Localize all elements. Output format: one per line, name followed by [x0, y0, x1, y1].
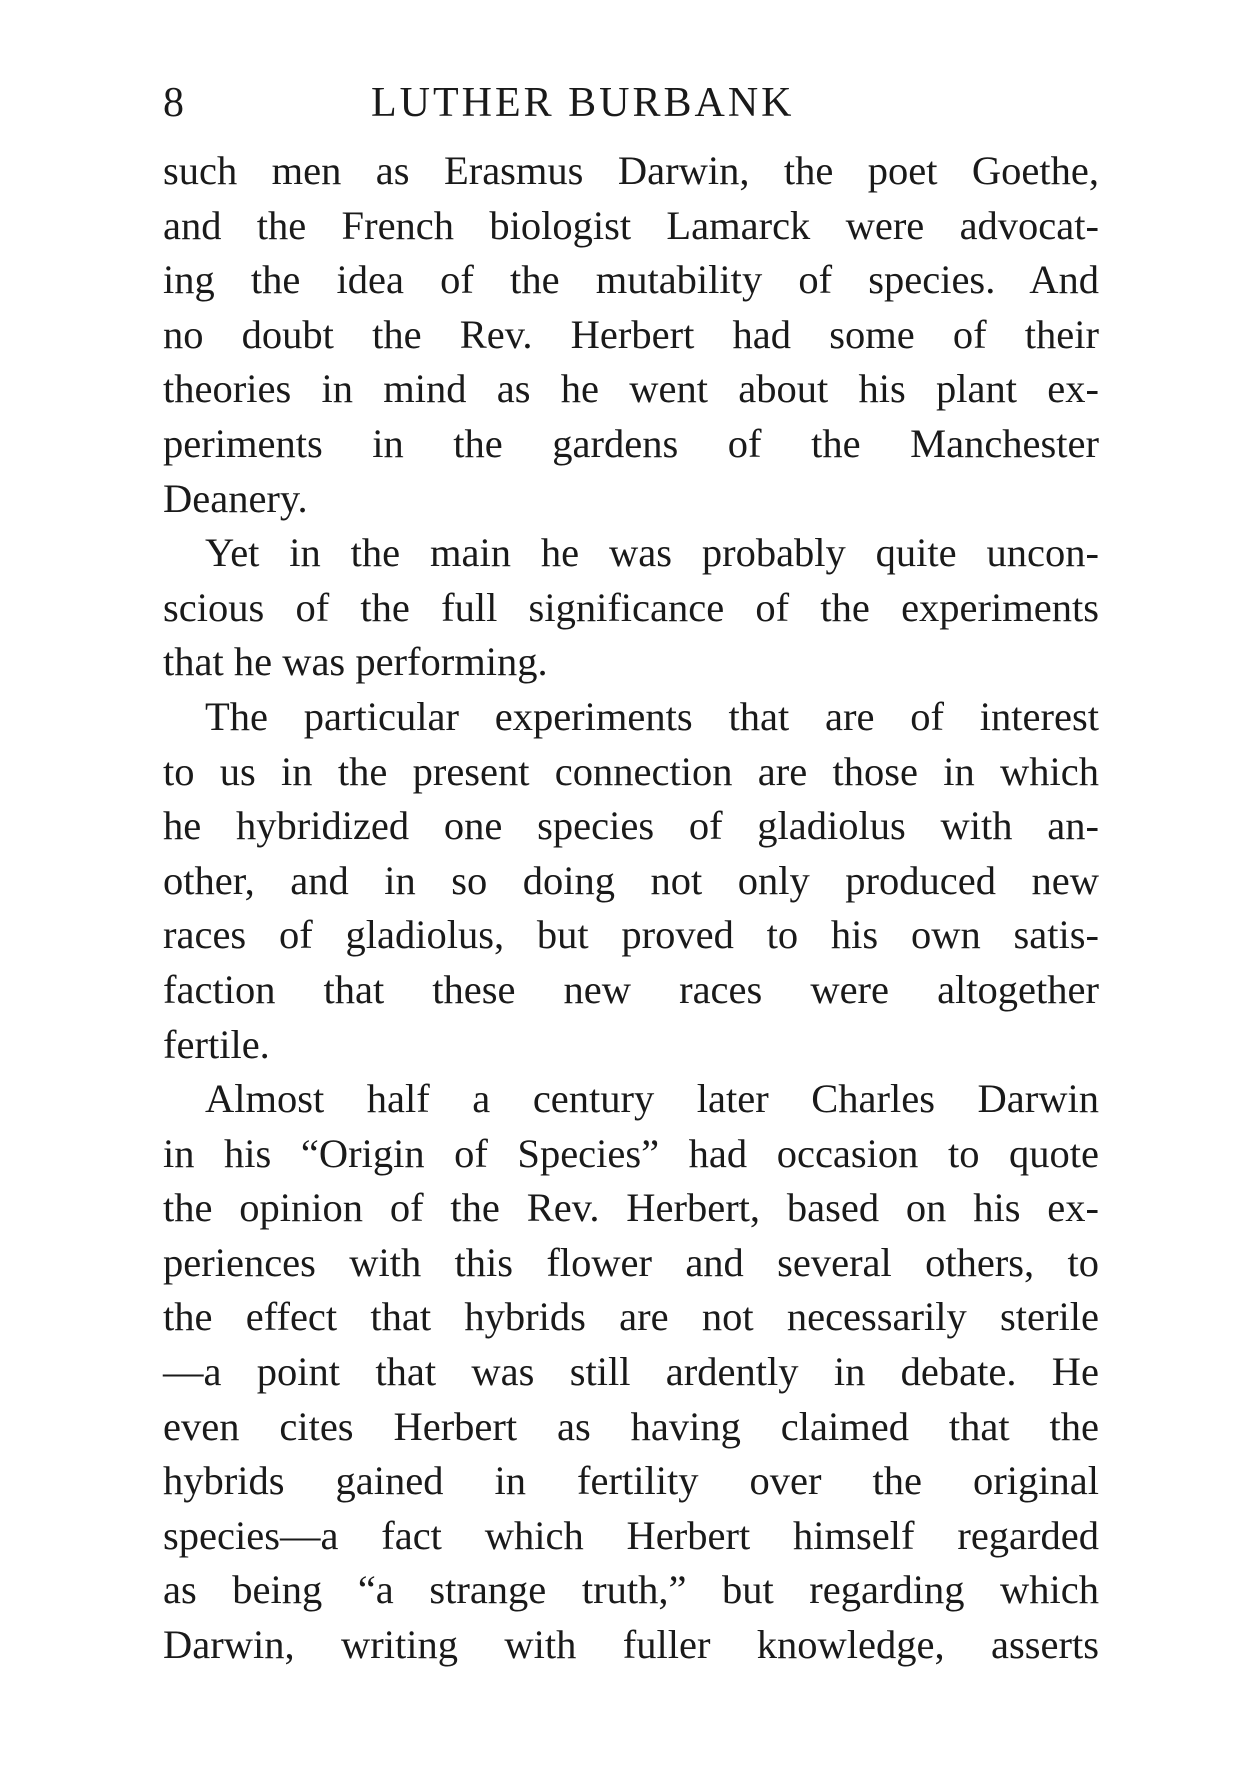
text-line: to us in the present connection are those in which	[163, 748, 1099, 794]
page-header	[163, 74, 1099, 132]
body-text	[163, 144, 1099, 1673]
text-line: in his “Origin of Species” had occasion to quote	[163, 1130, 1099, 1176]
text-line: such men as Erasmus Darwin, the poet Goethe,	[163, 148, 1099, 193]
text-line: that he was performing.	[163, 639, 548, 685]
running-head: LUTHER BURBANK	[371, 80, 795, 126]
paragraph-2	[163, 526, 1099, 690]
text-line: —a point that was still ardently in debate. He	[163, 1349, 1099, 1395]
text-line: even cites Herbert as having claimed that the	[163, 1403, 1099, 1449]
text-line: periences with this flower and several others, to	[163, 1239, 1099, 1285]
page-number: 8	[163, 80, 186, 126]
text-line: fertile.	[163, 1021, 270, 1067]
text-line: scious of the full significance of the experiments	[163, 584, 1099, 630]
book-page	[163, 74, 1099, 1673]
text-line: faction that these new races were altogether	[163, 966, 1099, 1012]
text-line: he hybridized one species of gladiolus with an-	[163, 803, 1099, 849]
text-line: races of gladiolus, but proved to his own satis-	[163, 912, 1099, 958]
text-line: Deanery.	[163, 475, 308, 521]
text-line: no doubt the Rev. Herbert had some of their	[163, 311, 1099, 357]
text-line: hybrids gained in fertility over the original	[163, 1458, 1099, 1504]
text-line: Darwin, writing with fuller knowledge, asserts	[163, 1622, 1099, 1668]
text-line: other, and in so doing not only produced new	[163, 857, 1099, 903]
text-line: species—a fact which Herbert himself regarded	[163, 1512, 1099, 1558]
text-line: Almost half a century later Charles Darwin	[205, 1076, 1099, 1122]
text-line: as being “a strange truth,” but regarding which	[163, 1567, 1099, 1613]
text-line: and the French biologist Lamarck were advocat-	[163, 202, 1099, 248]
text-line: periments in the gardens of the Manchester	[163, 420, 1099, 466]
paragraph-4	[163, 1072, 1099, 1673]
paragraph-3	[163, 690, 1099, 1072]
text-line: Yet in the main he was probably quite uncon-	[205, 530, 1099, 576]
text-line: the effect that hybrids are not necessarily sterile	[163, 1294, 1099, 1340]
text-line: The particular experiments that are of interest	[205, 693, 1099, 739]
text-line: ing the idea of the mutability of species. And	[163, 257, 1099, 303]
paragraph-1	[163, 144, 1099, 526]
text-line: the opinion of the Rev. Herbert, based on his ex-	[163, 1185, 1099, 1231]
text-line: theories in mind as he went about his plant ex-	[163, 366, 1099, 412]
